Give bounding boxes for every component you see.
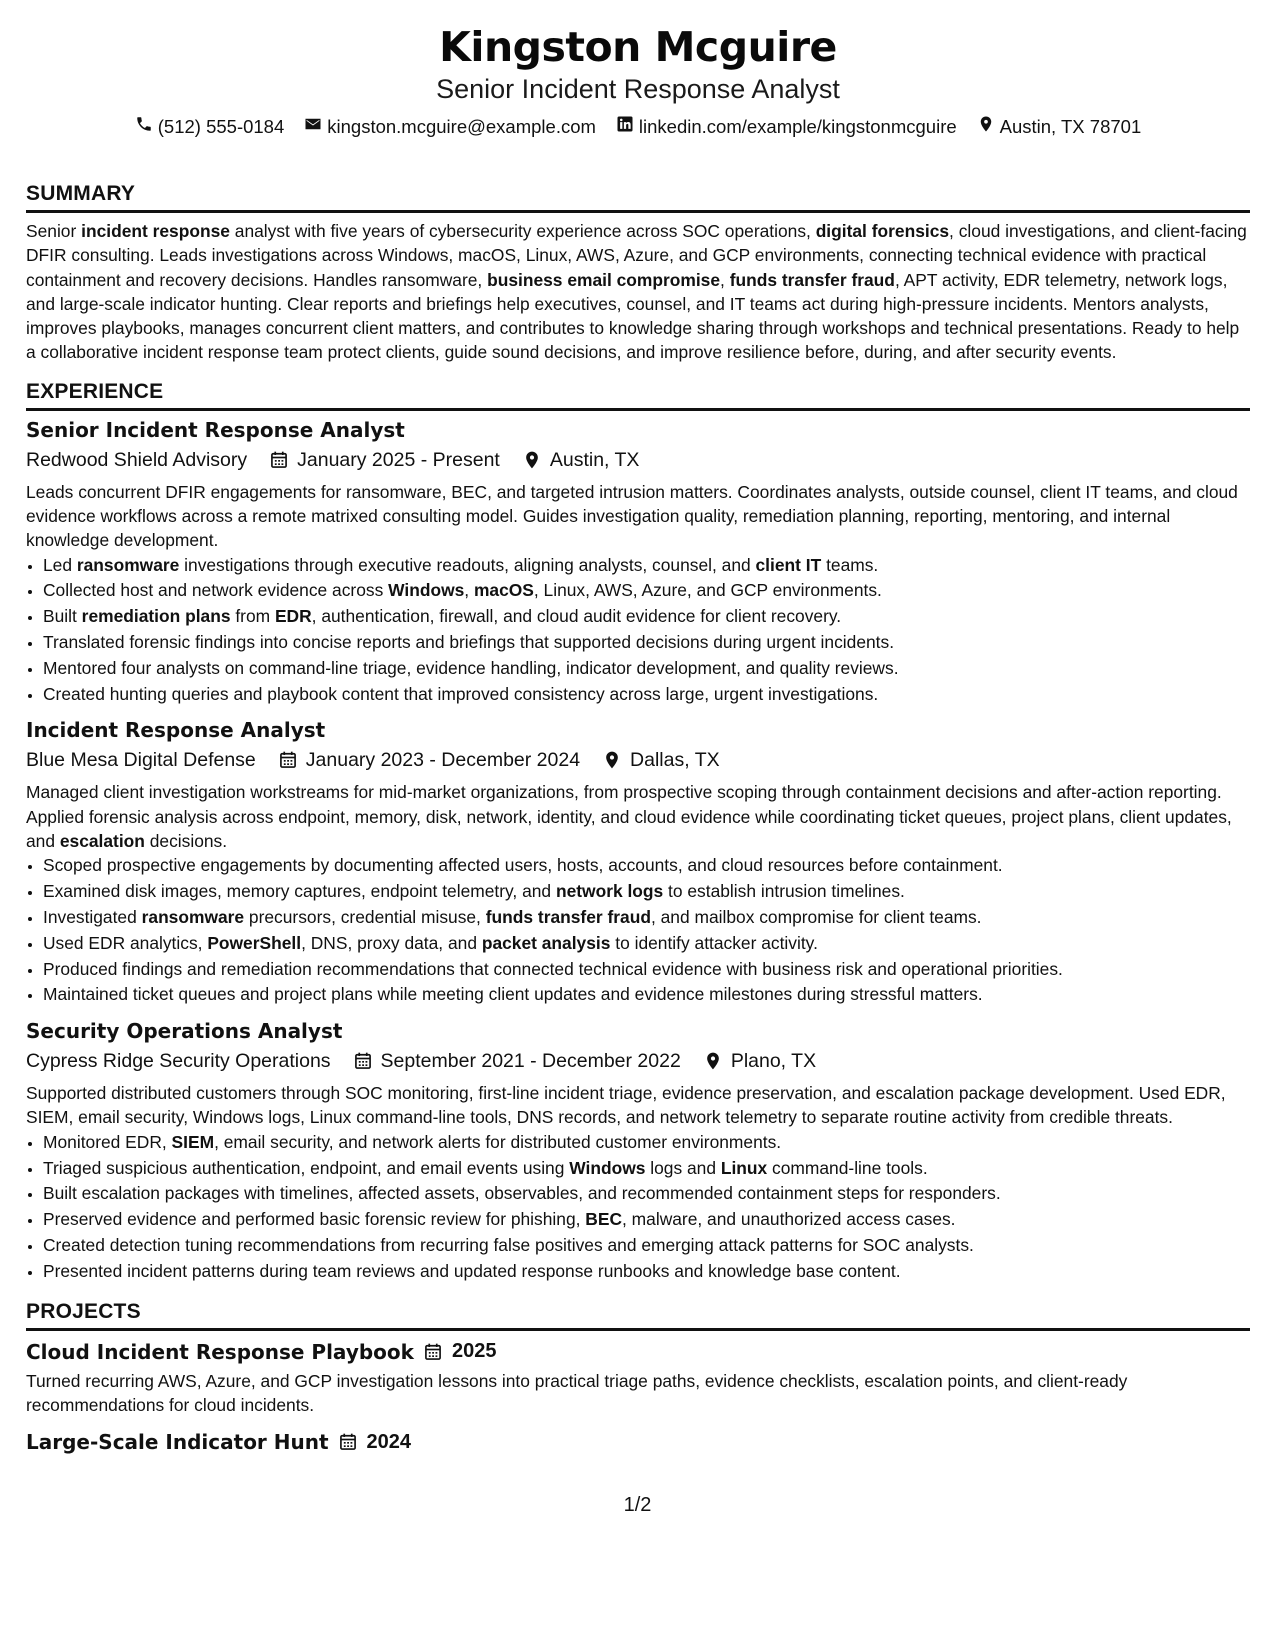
envelope-icon (304, 115, 322, 139)
resume-header (26, 22, 1250, 139)
page-number: 1/2 (623, 1494, 652, 1516)
bold-keyword: BEC (585, 1209, 623, 1230)
company-name: Cypress Ridge Security Operations (26, 1050, 331, 1073)
project-title: Cloud Incident Response Playbook (26, 1339, 414, 1364)
bullet-item: • Maintained ticket queues and project plans while meeting client updates and evidence milestones during stressful matters. (43, 982, 1250, 1008)
job-title: Security Operations Analyst (26, 1019, 343, 1044)
bold-keyword: PowerShell (207, 932, 302, 953)
bullet-item: • Translated forensic findings into concise reports and briefings that supported decisions during urgent incidents. (43, 630, 1250, 656)
bullet-item: • Triaged suspicious authentication, endpoint, and email events using Windows logs and Linux command-line tools. (43, 1156, 1250, 1182)
bold-keyword: Windows (569, 1157, 646, 1178)
job-entry (26, 717, 1250, 1008)
bullet-item: • Created detection tuning recommendations from recurring false positives and emerging attack patterns for SOC analysts. (43, 1233, 1250, 1259)
job-location: Austin, TX (549, 448, 640, 471)
job-title: Senior Incident Response Analyst (26, 417, 405, 442)
candidate-name: Kingston Mcguire (439, 23, 837, 71)
bold-keyword: client IT (755, 554, 822, 575)
phone-icon (135, 115, 153, 139)
job-description: Managed client investigation workstreams for mid-market organizations, from prospective scoping through containment decisions and after-action reporting. Applied forensic analysis across endpoint, memory, disk, network, identity, and cloud evidence while coordinating ticket queues, project plans, client updates, and escalation decisions. (26, 782, 1232, 852)
calendar-icon (278, 750, 298, 770)
project-year: 2024 (366, 1430, 412, 1453)
bold-keyword: packet analysis (481, 932, 611, 953)
job-meta (26, 1047, 1250, 1075)
job-bullets (26, 553, 1250, 708)
map-pin-icon (602, 750, 622, 770)
project-header (26, 1429, 1250, 1455)
contact-location (977, 115, 1142, 139)
bold-keyword: ransomware (76, 554, 180, 575)
bullet-item: • Mentored four analysts on command-line triage, evidence handling, indicator development, and quality reviews. (43, 656, 1250, 682)
experience-heading: EXPERIENCE (26, 379, 1250, 411)
contact-email[interactable] (304, 115, 596, 139)
job-dates: January 2025 - Present (297, 448, 500, 471)
company-name: Blue Mesa Digital Defense (26, 749, 256, 772)
bullet-item: • Built remediation plans from EDR, authentication, firewall, and cloud audit evidence for client recovery. (43, 604, 1250, 630)
bullet-item: • Examined disk images, memory captures, endpoint telemetry, and network logs to establish intrusion timelines. (43, 879, 1250, 905)
location-text: Austin, TX 78701 (999, 116, 1142, 137)
bullet-item: • Investigated ransomware precursors, credential misuse, funds transfer fraud, and mailbox compromise for client teams. (43, 905, 1250, 931)
job-title: Incident Response Analyst (26, 718, 326, 743)
job-bullets (26, 1130, 1250, 1285)
bullet-item: • Used EDR analytics, PowerShell, DNS, proxy data, and packet analysis to identify attacker activity. (43, 931, 1250, 957)
bold-keyword: funds transfer fraud (729, 269, 895, 290)
linkedin-text: linkedin.com/example/kingstonmcguire (638, 116, 957, 137)
job-bullets (26, 853, 1250, 1008)
job-entry (26, 1018, 1250, 1284)
job-location: Dallas, TX (630, 749, 720, 772)
bullet-item: • Scoped prospective engagements by documenting affected users, hosts, accounts, and cloud resources before containment. (43, 853, 1250, 879)
project-header (26, 1339, 1250, 1365)
contact-linkedin[interactable] (616, 115, 957, 139)
bold-keyword: business email compromise (487, 269, 721, 290)
job-dates: January 2023 - December 2024 (305, 749, 581, 772)
project-title: Large-Scale Indicator Hunt (26, 1430, 329, 1455)
bold-keyword: digital forensics (815, 221, 950, 241)
map-pin-icon (522, 450, 542, 470)
job-dates: September 2021 - December 2022 (380, 1050, 681, 1073)
bullet-item: • Created hunting queries and playbook content that improved consistency across large, urgent investigations. (43, 682, 1250, 708)
job-location: Plano, TX (730, 1050, 817, 1073)
bullet-item: • Produced findings and remediation recommendations that connected technical evidence with business risk and operational priorities. (43, 957, 1250, 983)
bold-keyword: ransomware (141, 906, 245, 927)
map-pin-icon (703, 1051, 723, 1071)
summary-text: Senior incident response analyst with five years of cybersecurity experience across SOC operations, digital forensics, cloud investigations, and client-facing DFIR consulting. Leads investigations across Windows, macOS, Linux, AWS, Azure, and GCP environments, connecting technical evidence with practical containment and recovery decisions. Handles ransomware, business email compromise, funds transfer fraud, APT activity, EDR telemetry, network logs, and large-scale indicator hunting. Clear reports and briefings help executives, counsel, and IT teams act during high-pressure incidents. Mentors analysts, improves playbooks, manages concurrent client matters, and contributes to knowledge sharing through workshops and technical presentations. Ready to help a collaborative incident response team protect clients, guide sound decisions, and improve resilience before, during, and after security events. (26, 221, 1247, 363)
calendar-icon (423, 1342, 443, 1362)
bold-keyword: Windows (388, 580, 465, 601)
summary-heading: SUMMARY (26, 181, 1250, 213)
experience-section (26, 379, 1250, 1285)
bold-keyword: EDR (274, 606, 312, 627)
bold-keyword: Linux (720, 1157, 768, 1178)
resume-page (26, 22, 1250, 1455)
calendar-icon (338, 1432, 358, 1452)
bullet-item: • Collected host and network evidence across Windows, macOS, Linux, AWS, Azure, and GCP environments. (43, 578, 1250, 604)
project-description: Turned recurring AWS, Azure, and GCP investigation lessons into practical triage paths, evidence checklists, escalation points, and client-ready recommendations for cloud incidents. (26, 1370, 1128, 1415)
bullet-item: • Built escalation packages with timelines, affected assets, observables, and recommended containment steps for responders. (43, 1181, 1250, 1207)
bullet-item: • Preserved evidence and performed basic forensic review for phishing, BEC, malware, and unauthorized access cases. (43, 1207, 1250, 1233)
job-meta (26, 446, 1250, 474)
candidate-title: Senior Incident Response Analyst (436, 74, 840, 104)
bold-keyword: SIEM (171, 1131, 215, 1152)
job-meta (26, 746, 1250, 774)
project-entry (26, 1339, 1250, 1418)
phone-text: (512) 555-0184 (157, 116, 285, 137)
bullet-item: • Led ransomware investigations through executive readouts, aligning analysts, counsel, and client IT teams. (43, 553, 1250, 579)
email-text: kingston.mcguire@example.com (327, 116, 596, 137)
contact-bar (26, 115, 1250, 139)
projects-section (26, 1299, 1250, 1456)
map-pin-icon (977, 115, 995, 139)
company-name: Redwood Shield Advisory (26, 448, 248, 471)
bold-keyword: remediation plans (81, 606, 231, 627)
contact-phone (135, 115, 285, 139)
bullet-item: • Monitored EDR, SIEM, email security, and network alerts for distributed customer environments. (43, 1130, 1250, 1156)
bold-keyword: network logs (555, 881, 664, 902)
job-entry (26, 417, 1250, 708)
job-description: Leads concurrent DFIR engagements for ransomware, BEC, and targeted intrusion matters. Coordinates analysts, outside counsel, client IT teams, and cloud evidence workflows across a remote matrixed consulting model. Guides investigation quality, remediation planning, reporting, mentoring, and internal knowledge development. (26, 481, 1238, 551)
bold-keyword: incident response (81, 221, 230, 241)
job-description: Supported distributed customers through SOC monitoring, first-line incident triage, evidence preservation, and escalation package development. Used EDR, SIEM, email security, Windows logs, Linux command-line tools, DNS records, and network telemetry to separate routine activity from credible threats. (26, 1083, 1226, 1128)
projects-heading: PROJECTS (26, 1299, 1250, 1331)
project-year: 2025 (451, 1340, 497, 1362)
project-entry (26, 1429, 1250, 1455)
summary-section (26, 181, 1250, 365)
calendar-icon (353, 1051, 373, 1071)
bullet-item: • Presented incident patterns during team reviews and updated response runbooks and knowledge base content. (43, 1259, 1250, 1285)
calendar-icon (269, 450, 289, 470)
bold-keyword: funds transfer fraud (485, 906, 651, 927)
linkedin-icon (616, 115, 634, 139)
bold-keyword: macOS (473, 580, 534, 601)
bold-keyword: escalation (59, 831, 145, 852)
